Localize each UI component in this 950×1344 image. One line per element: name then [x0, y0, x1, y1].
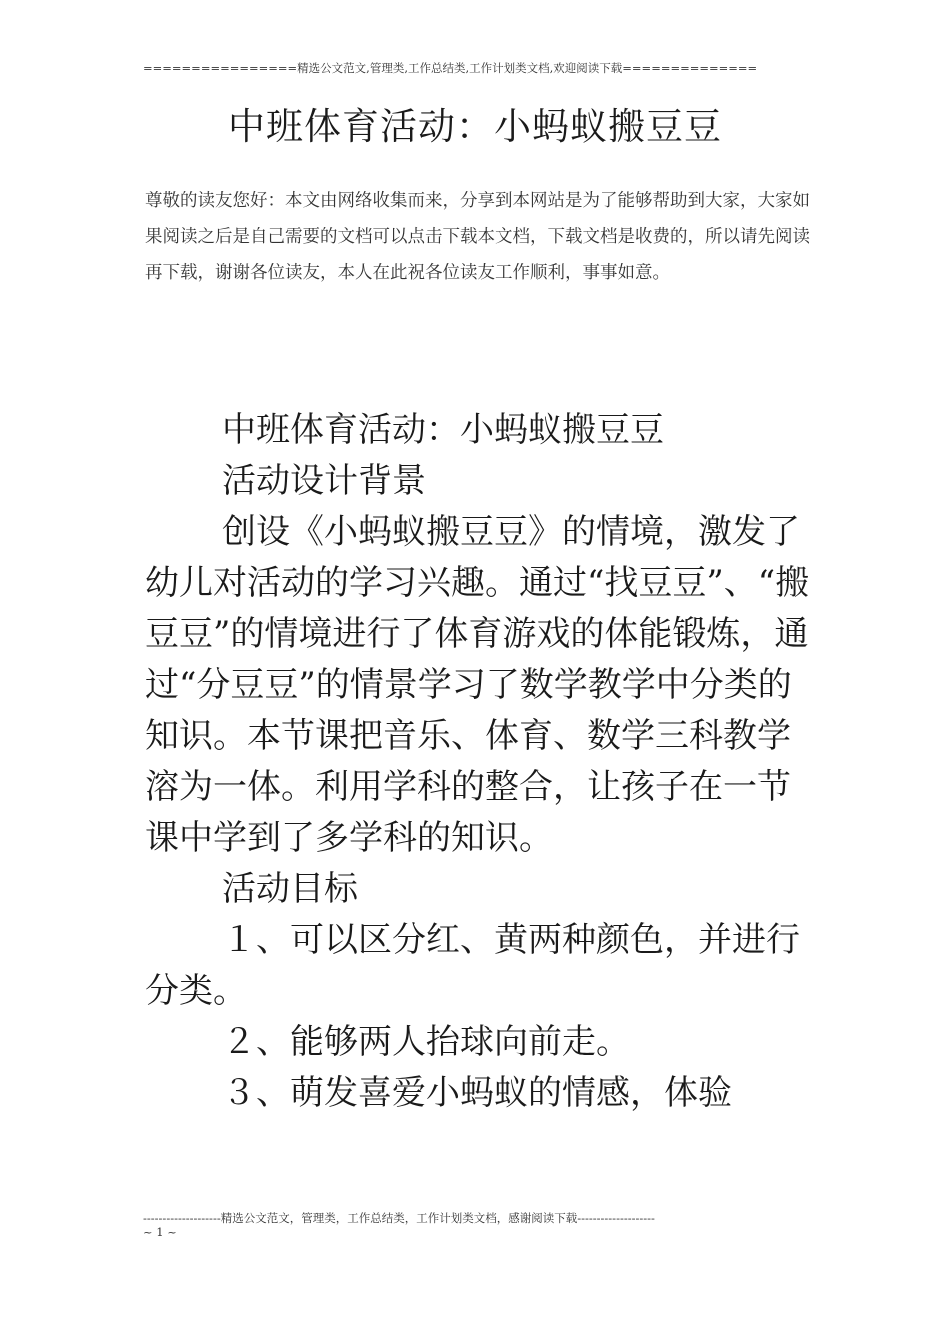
goals-heading: 活动目标 — [222, 869, 358, 909]
goal-item-3: ３、萌发喜爱小蚂蚁的情感，体验 — [222, 1073, 732, 1113]
page-number: ~ 1 ~ — [143, 1225, 177, 1239]
body-heading: 中班体育活动：小蚂蚁搬豆豆 — [222, 410, 664, 450]
header-banner: ================精选公文范文,管理类,工作总结类,工作计划类文档,欢迎阅读下载============== — [143, 61, 758, 75]
background-heading: 活动设计背景 — [222, 461, 426, 501]
goal-item-2: ２、能够两人抬球向前走。 — [222, 1022, 630, 1062]
footer-banner: --------------------精选公文范文，管理类，工作总结类，工作计划类文档，感谢阅读下载-------------------- — [143, 1211, 655, 1225]
background-paragraph: 创设《小蚂蚁搬豆豆》的情境，激发了幼儿对活动的学习兴趣。通过“找豆豆”、“搬豆豆”的情境进行了体育游戏的体能锻炼，通过“分豆豆”的情景学习了数学教学中分类的知识。本节课把音乐、体育、数学三科教学溶为一体。利用学科的整合，让孩子在一节课中学到了多学科的知识。 — [145, 512, 810, 858]
goal-item-1: １、可以区分红、黄两种颜色，并进行分类。 — [145, 920, 800, 1011]
document-body — [145, 405, 810, 1119]
intro-paragraph: 尊敬的读友您好：本文由网络收集而来，分享到本网站是为了能够帮助到大家，大家如果阅读之后是自己需要的文档可以点击下载本文档，下载文档是收费的，所以请先阅读再下载，谢谢各位读友，本人在此祝各位读友工作顺利，事事如意。 — [145, 191, 810, 283]
page-title: 中班体育活动：小蚂蚁搬豆豆 — [228, 105, 722, 148]
